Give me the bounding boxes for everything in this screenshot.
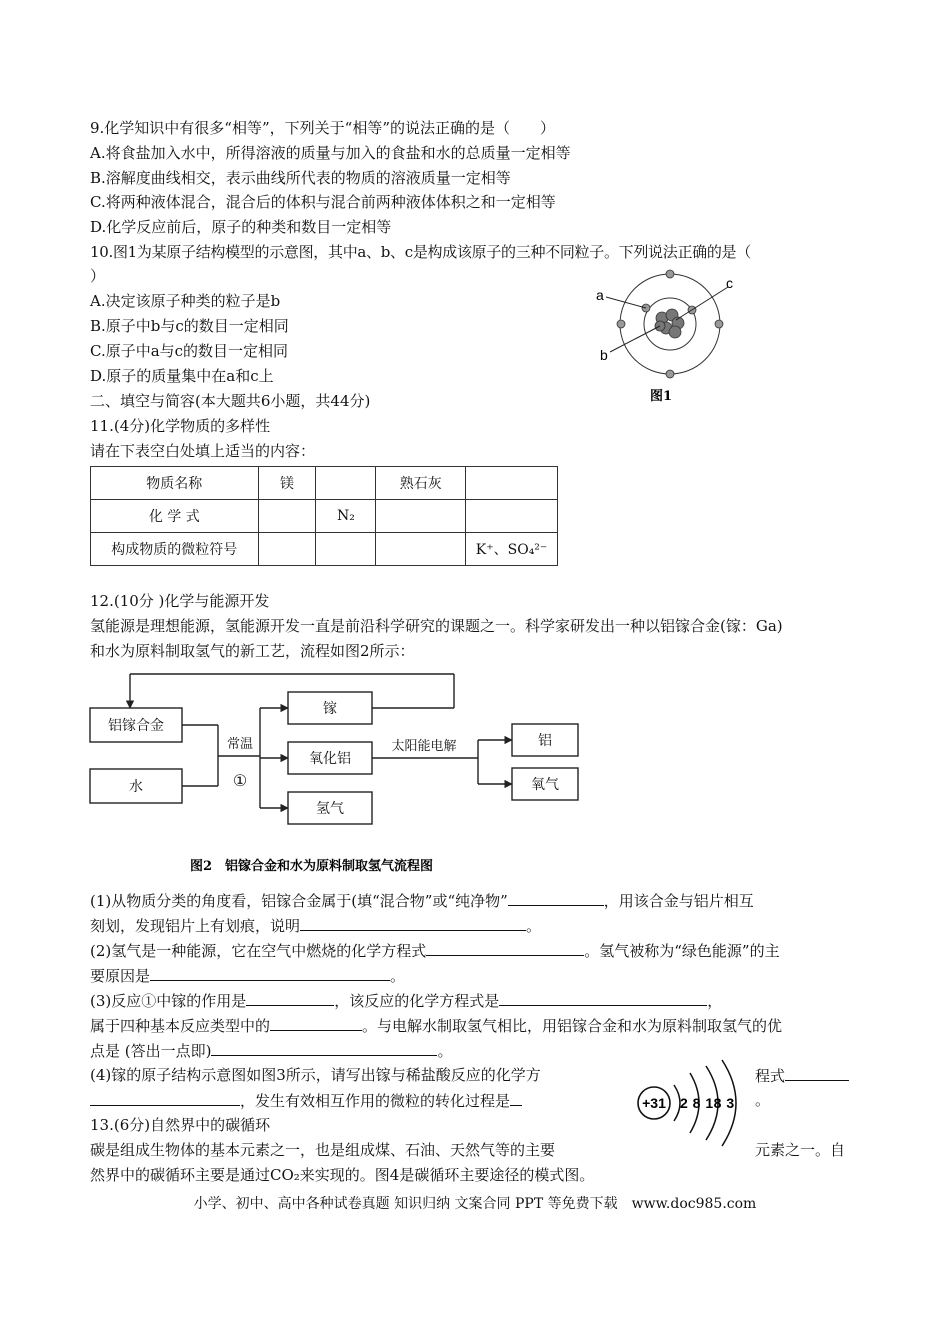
table-cell[interactable] bbox=[376, 533, 466, 566]
flow-label-alloy: 铝镓合金 bbox=[108, 718, 164, 734]
q12-part4-line2 bbox=[90, 1090, 522, 1111]
table-cell: 物质名称 bbox=[91, 467, 259, 500]
atom-label-a: a bbox=[596, 287, 604, 303]
table-cell: K⁺、SO₄²⁻ bbox=[466, 533, 558, 566]
q12-part1-line2 bbox=[90, 915, 541, 936]
q12-part2-line2 bbox=[90, 965, 405, 986]
answer-blank[interactable] bbox=[508, 890, 604, 906]
table-cell[interactable] bbox=[376, 500, 466, 533]
gallium-atom-figure bbox=[632, 1058, 750, 1148]
table-cell: 构成物质的微粒符号 bbox=[91, 533, 259, 566]
figure2-caption: 图2 铝镓合金和水为原料制取氢气流程图 bbox=[190, 859, 434, 874]
q12-p2b: 。氢气被称为“绿色能源”的主 bbox=[584, 942, 780, 960]
figure1-caption: 图1 bbox=[650, 389, 673, 404]
page-footer: 小学、初中、高中各种试卷真题 知识归纳 文案合同 PPT 等免费下载 www.doc985.com bbox=[193, 1196, 757, 1212]
q12-part4-line1-right bbox=[755, 1065, 849, 1086]
q12-p3a: (3)反应①中镓的作用是 bbox=[90, 992, 247, 1010]
q12-part4-line1: (4)镓的原子结构示意图如图3所示，请写出镓与稀盐酸反应的化学方 bbox=[90, 1066, 541, 1084]
q12-p1a: (1)从物质分类的角度看，铝镓合金属于(填“混合物”或“纯净物” bbox=[90, 892, 508, 910]
table-cell[interactable] bbox=[316, 467, 376, 500]
table-cell: 化 学 式 bbox=[91, 500, 259, 533]
q11-instruction: 请在下表空白处填上适当的内容： bbox=[90, 442, 316, 460]
atom-label-b: b bbox=[600, 347, 608, 363]
q9-stem: 9.化学知识中有很多“相等”，下列关于“相等”的说法正确的是（ ） bbox=[90, 119, 555, 137]
answer-blank[interactable] bbox=[785, 1065, 849, 1081]
q12-p4d: 。 bbox=[755, 1091, 771, 1109]
q12-p4b: 程式 bbox=[755, 1067, 786, 1085]
q12-part1-line1 bbox=[90, 890, 754, 911]
table-cell[interactable] bbox=[466, 467, 558, 500]
q11-title: 11.(4分)化学物质的多样性 bbox=[90, 417, 271, 435]
q13-line1a: 碳是组成生物体的基本元素之一，也是组成煤、石油、天然气等的主要 bbox=[90, 1141, 556, 1159]
table-cell: 熟石灰 bbox=[376, 467, 466, 500]
q9-option-c: C.将两种液体混合，混合后的体积与混合前两种液体体积之和一定相等 bbox=[90, 193, 556, 211]
flow-label-electrolysis: 太阳能电解 bbox=[391, 739, 457, 754]
q12-p1c: 刻划，发现铝片上有划痕，说明 bbox=[90, 917, 301, 935]
answer-blank[interactable] bbox=[510, 1090, 522, 1106]
answer-blank[interactable] bbox=[426, 940, 584, 956]
q12-p3c: ， bbox=[707, 992, 723, 1010]
answer-blank[interactable] bbox=[211, 1040, 437, 1056]
q10-option-c: C.原子中a与c的数目一定相同 bbox=[90, 342, 289, 360]
q12-part3-line2 bbox=[90, 1015, 782, 1036]
table-cell[interactable] bbox=[466, 500, 558, 533]
flow-label-aluminum: 铝 bbox=[538, 733, 552, 749]
q10-stem-end: ） bbox=[90, 267, 106, 285]
q12-part2-line1 bbox=[90, 940, 780, 961]
flow-label-water: 水 bbox=[129, 779, 143, 795]
q13-title: 13.(6分)自然界中的碳循环 bbox=[90, 1116, 271, 1134]
q12-intro-1: 氢能源是理想能源，氢能源开发一直是前沿科学研究的课题之一。科学家研发出一种以铝镓合金(镓：Ga) bbox=[90, 617, 783, 635]
q12-p3g: 。 bbox=[437, 1042, 453, 1060]
answer-blank[interactable] bbox=[150, 965, 390, 981]
flow-label-hydrogen: 氢气 bbox=[316, 801, 344, 817]
q12-p1d: 。 bbox=[526, 917, 542, 935]
atom-model-figure bbox=[588, 268, 758, 408]
q12-p3b: ，该反应的化学方程式是 bbox=[334, 992, 500, 1010]
substance-table bbox=[90, 466, 558, 566]
q10-stem: 10.图1为某原子结构模型的示意图，其中a、b、c是构成该原子的三种不同粒子。下列说法正确的是（ bbox=[90, 243, 751, 261]
q9-option-a: A.将食盐加入水中，所得溶液的质量与加入的食盐和水的总质量一定相等 bbox=[90, 144, 571, 162]
flow-label-alumina: 氧化铝 bbox=[309, 751, 351, 767]
q12-p3f: 点是 (答出一点即) bbox=[90, 1042, 212, 1060]
table-cell: N₂ bbox=[316, 500, 376, 533]
answer-blank[interactable] bbox=[270, 1015, 362, 1031]
q12-intro-2: 和水为原料制取氢气的新工艺，流程如图2所示： bbox=[90, 642, 415, 660]
table-cell[interactable] bbox=[258, 533, 316, 566]
q12-p1b: ，用该合金与铝片相互 bbox=[603, 892, 754, 910]
q13-line2: 然界中的碳循环主要是通过CO₂来实现的。图4是碳循环主要途径的模式图。 bbox=[90, 1166, 595, 1184]
table-row bbox=[91, 500, 558, 533]
q10-option-d: D.原子的质量集中在a和c上 bbox=[90, 367, 274, 385]
q12-p3e: 。与电解水制取氢气相比，用铝镓合金和水为原料制取氢气的优 bbox=[362, 1017, 783, 1035]
flow-label-step: ① bbox=[232, 771, 248, 790]
q12-part3-line3 bbox=[90, 1040, 453, 1061]
table-cell[interactable] bbox=[258, 500, 316, 533]
answer-blank[interactable] bbox=[300, 915, 526, 931]
q12-p4c: ，发生有效相互作用的微粒的转化过程是 bbox=[240, 1092, 511, 1110]
q12-title: 12.(10分 )化学与能源开发 bbox=[90, 592, 270, 610]
answer-blank[interactable] bbox=[90, 1090, 240, 1106]
table-row bbox=[91, 533, 558, 566]
atom-nucleus-label: +31 bbox=[642, 1095, 666, 1111]
table-row bbox=[91, 467, 558, 500]
q12-p2d: 。 bbox=[390, 967, 406, 985]
q12-part3-line1 bbox=[90, 990, 722, 1011]
flow-chart-figure bbox=[88, 668, 588, 876]
q12-p2c: 要原因是 bbox=[90, 967, 151, 985]
flow-label-condition: 常温 bbox=[226, 737, 254, 752]
q12-p3d: 属于四种基本反应类型中的 bbox=[90, 1017, 271, 1035]
answer-blank[interactable] bbox=[246, 990, 334, 1006]
q9-option-d: D.化学反应前后，原子的种类和数目一定相等 bbox=[90, 218, 392, 236]
flow-label-gallium: 镓 bbox=[323, 701, 337, 717]
q10-option-a: A.决定该原子种类的粒子是b bbox=[90, 292, 281, 310]
q9-option-b: B.溶解度曲线相交，表示曲线所代表的物质的溶液质量一定相等 bbox=[90, 169, 511, 187]
atom-shell-electrons: 2 8 18 3 bbox=[680, 1095, 735, 1111]
q12-p2a: (2)氢气是一种能源，它在空气中燃烧的化学方程式 bbox=[90, 942, 427, 960]
table-cell[interactable] bbox=[316, 533, 376, 566]
section-2-heading: 二、填空与简容(本大题共6小题，共44分) bbox=[90, 392, 371, 410]
answer-blank[interactable] bbox=[499, 990, 707, 1006]
q10-option-b: B.原子中b与c的数目一定相同 bbox=[90, 317, 289, 335]
table-cell: 镁 bbox=[258, 467, 316, 500]
q13-line1b: 元素之一。自 bbox=[755, 1141, 846, 1159]
atom-label-c: c bbox=[726, 275, 733, 291]
flow-label-oxygen: 氧气 bbox=[531, 777, 559, 793]
